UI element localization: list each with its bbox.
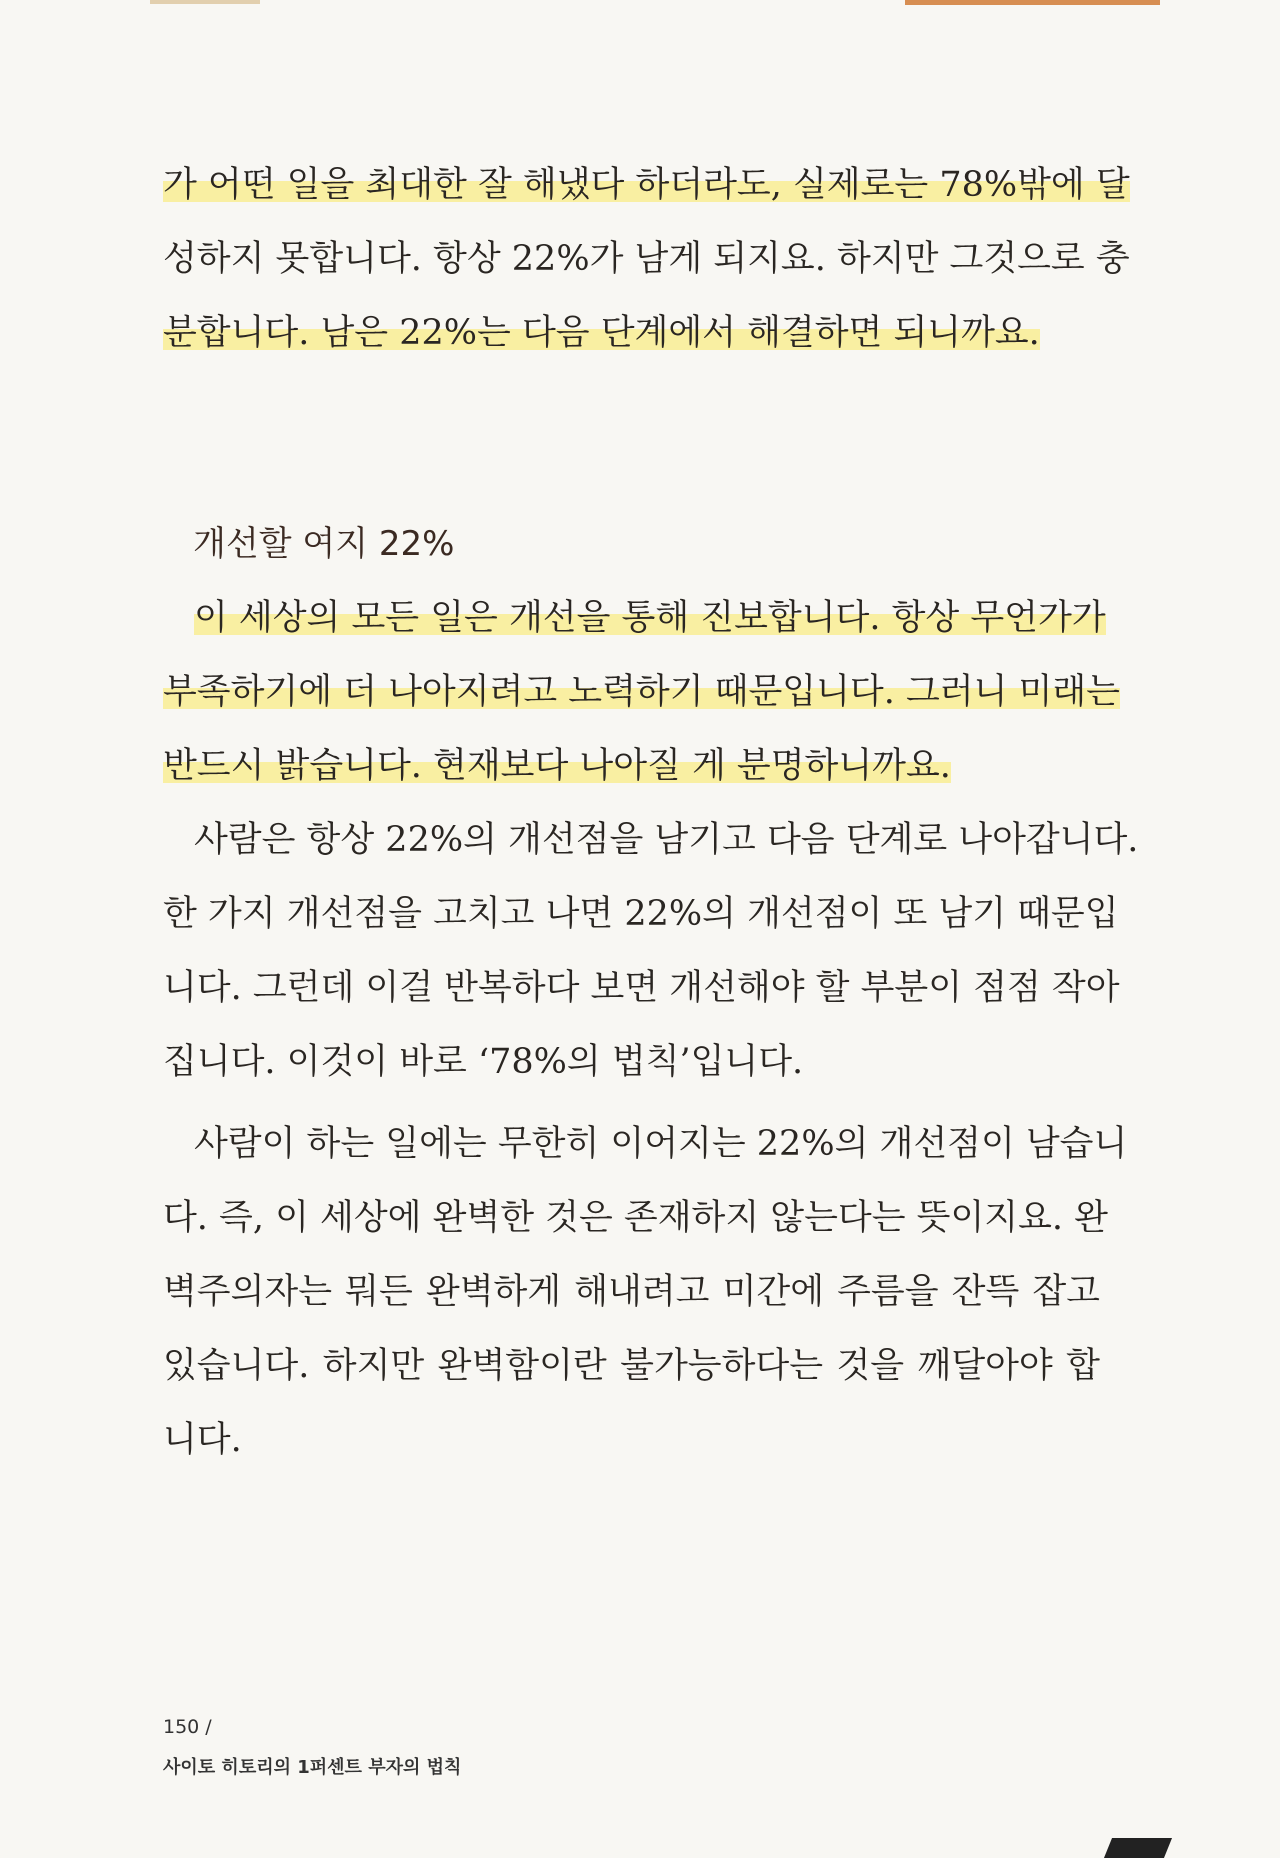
text-line: 벽주의자는 뭐든 완벽하게 해내려고 미간에 주름을 잔뜩 잡고 <box>163 1272 1100 1312</box>
text-line: 다. 즉, 이 세상에 완벽한 것은 존재하지 않는다는 뜻이지요. 완 <box>163 1198 1108 1238</box>
text-line: 한 가지 개선점을 고치고 나면 22%의 개선점이 또 남기 때문입 <box>163 894 1119 934</box>
text-line: 성하지 못합니다. 항상 22%가 남게 되지요. 하지만 그것으로 충 <box>163 239 1130 279</box>
section-heading: 개선할 여지 22% <box>193 524 455 564</box>
text-line <box>163 296 1100 370</box>
book-title: 사이토 히토리의 1퍼센트 부자의 법칙 <box>163 1757 462 1778</box>
text-line: 니다. <box>163 1420 242 1460</box>
paragraph-top <box>163 148 1130 370</box>
paragraph-spacer <box>163 1099 1100 1107</box>
text-line: 니다. 그런데 이걸 반복하다 보면 개선해야 할 부분이 점점 작아 <box>163 968 1120 1008</box>
text-line: 사람은 항상 22%의 개선점을 남기고 다음 단계로 나아갑니다. <box>194 820 1139 860</box>
highlighted-text: 반드시 밝습니다. 현재보다 나아질 게 분명하니까요. <box>163 746 951 786</box>
section-paragraph-3 <box>163 1107 1128 1477</box>
page-edge-tab-right <box>905 0 1160 5</box>
highlighted-text: 분합니다. 남은 22%는 다음 단계에서 해결하면 되니까요. <box>163 313 1040 353</box>
text-line <box>163 148 1130 222</box>
section-paragraph-2 <box>163 803 1139 1099</box>
page-number: 150 / <box>163 1716 212 1738</box>
page-edge-tab-left <box>150 0 260 4</box>
highlighted-text: 부족하기에 더 나아지려고 노력하기 때문입니다. 그러니 미래는 <box>163 672 1120 712</box>
highlighted-text: 이 세상의 모든 일은 개선을 통해 진보합니다. 항상 무언가가 <box>194 598 1106 638</box>
highlighted-text: 가 어떤 일을 최대한 잘 해냈다 하더라도, 실제로는 78%밖에 달 <box>163 165 1130 205</box>
text-line: 있습니다. 하지만 완벽함이란 불가능하다는 것을 깨달아야 합 <box>163 1346 1100 1386</box>
text-line <box>163 655 1120 729</box>
text-line: 사람이 하는 일에는 무한히 이어지는 22%의 개선점이 남습니 <box>194 1124 1128 1164</box>
section-gap <box>163 370 1100 507</box>
text-line <box>163 729 1100 803</box>
corner-ink-mark <box>1104 1838 1172 1858</box>
text-line: 집니다. 이것이 바로 ‘78%의 법칙’입니다. <box>163 1042 804 1082</box>
text-line <box>163 581 1106 655</box>
page-body <box>163 148 1139 1477</box>
section-paragraph-1 <box>163 581 1120 803</box>
